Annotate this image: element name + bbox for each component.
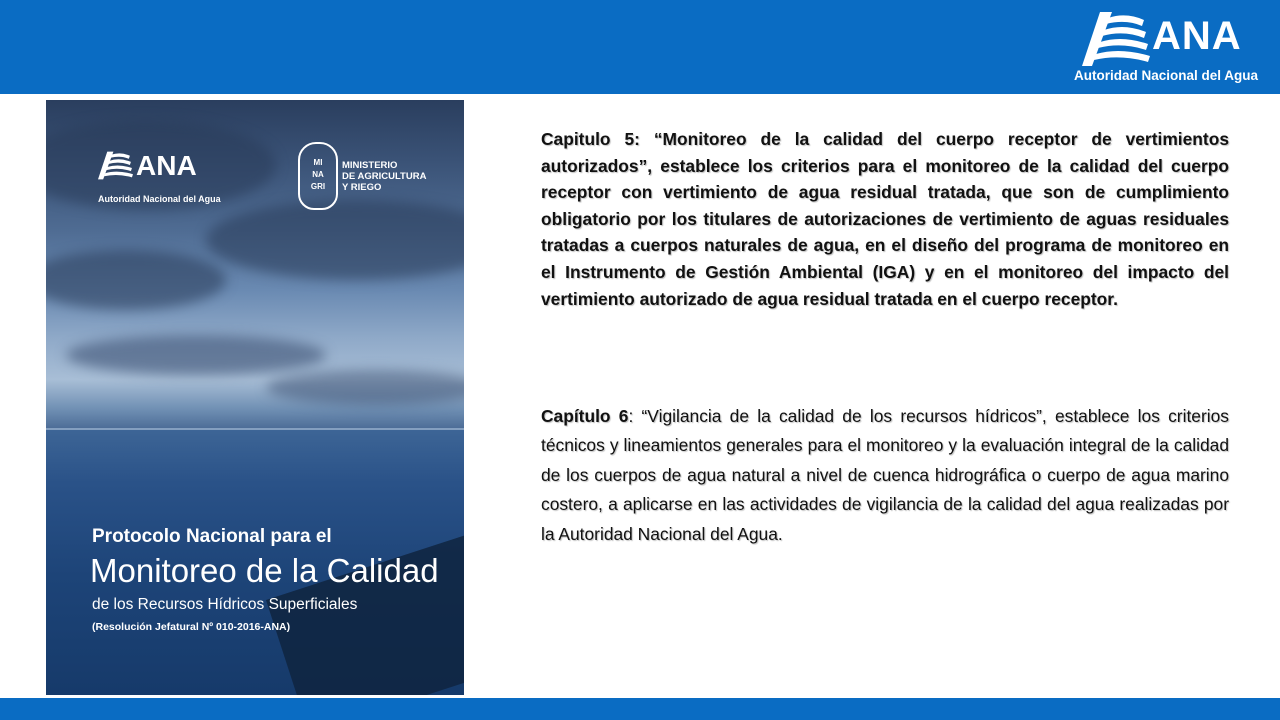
paragraph-chapter-5 — [541, 126, 1229, 312]
minagri-badge-line: MI — [313, 158, 323, 167]
chapter-5-label: Capitulo 5: — [541, 129, 640, 149]
minagri-logo — [298, 142, 448, 212]
minagri-badge-line: NA — [312, 170, 324, 179]
cloud-shape — [66, 335, 326, 375]
cloud-shape — [266, 370, 464, 405]
cover-ana-name: ANA — [136, 150, 197, 181]
chapter-5-body: “Monitoreo de la calidad del cuerpo receptor de vertimientos autorizados”, establece los criterios para el monitoreo de la calidad del cuerpo receptor con vertimiento de agua residual tratada, que son de cumplimiento obligatorio por los titulares de autorizaciones de vertimiento de aguas residuales tratadas a cuerpos naturales de agua, en el diseño del programa de monitoreo en el Instrumento de Gestión Ambiental (IGA) y en el monitoreo del impacto del vertimiento autorizado de agua residual tratada en el cuerpo receptor. — [541, 129, 1229, 309]
ana-waves-icon — [1082, 8, 1152, 72]
ana-brand-subtitle: Autoridad Nacional del Agua — [1074, 68, 1259, 83]
ana-brand-name: ANA — [1152, 14, 1242, 58]
chapter-6-body: : “Vigilancia de la calidad de los recursos hídricos”, establece los criterios técnicos y lineamientos generales para el monitoreo y la evaluación integral de la calidad de los cuerpos de agua natural a nivel de cuenca hidrográfica o cuerpo de agua marino costero, a aplicarse en las actividades de vigilancia de la calidad del agua realizadas por la Autoridad Nacional del Agua. — [541, 406, 1229, 544]
cover-ana-waves-icon — [98, 142, 134, 190]
footer-bar — [0, 698, 1280, 720]
chapter-6-label: Capítulo 6 — [541, 406, 629, 426]
ana-logo — [1070, 8, 1275, 90]
minagri-text: MINISTERIO DE AGRICULTURA Y RIEGO — [342, 160, 427, 193]
cover-title-line4: (Resolución Jefatural Nº 010-2016-ANA) — [92, 621, 291, 633]
minagri-badge — [298, 142, 338, 210]
paragraph-chapter-6 — [541, 402, 1229, 549]
cloud-shape — [46, 250, 226, 310]
document-cover-image — [46, 100, 464, 695]
cloud-shape — [206, 200, 464, 280]
minagri-badge-line: GRI — [310, 182, 326, 191]
header-bar — [0, 0, 1280, 94]
cover-title-line3: de los Recursos Hídricos Superficiales — [92, 596, 358, 613]
cover-title-line1: Protocolo Nacional para el — [92, 526, 332, 547]
cover-title-line2: Monitoreo de la Calidad — [90, 552, 439, 589]
cover-ana-subtitle: Autoridad Nacional del Agua — [98, 194, 221, 204]
